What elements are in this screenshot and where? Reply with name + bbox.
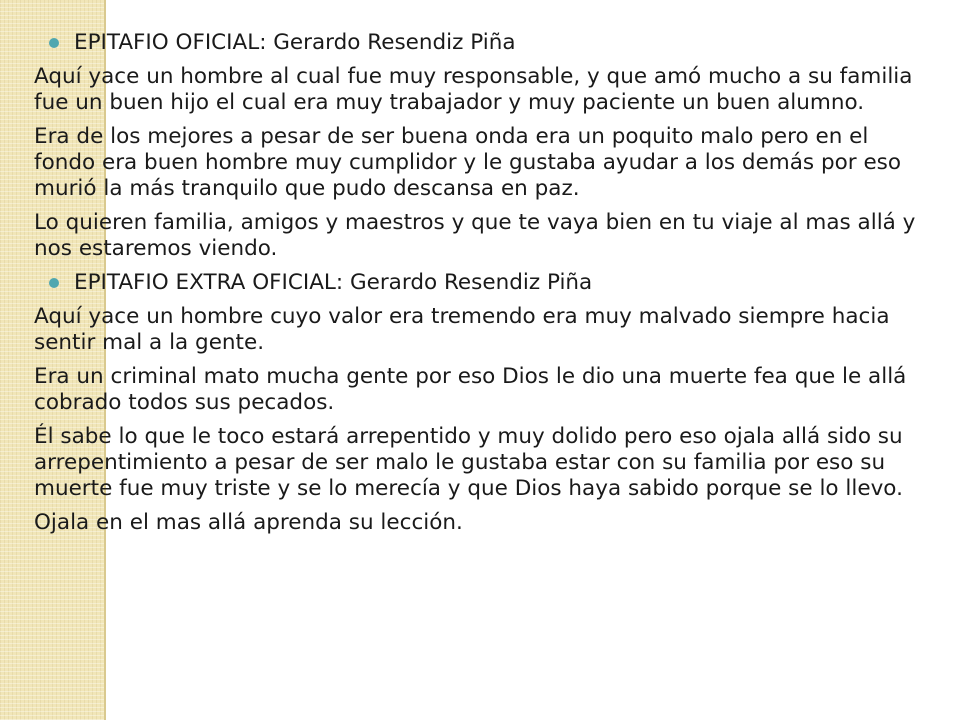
section-two-paragraph-3: Él sabe lo que le toco estará arrepentido y muy dolido pero eso ojala allá sido su arrepentimiento a pesar de ser malo le gustaba estar con su familia por eso su muerte fue muy triste y se lo merecía y que Dios haya sabido porque se lo llevo. bbox=[34, 424, 903, 501]
bullet-dot-icon bbox=[49, 38, 59, 48]
slide-content bbox=[34, 30, 926, 544]
section-two-paragraph-2: Era un criminal mato mucha gente por eso Dios le dio una muerte fea que le allá cobrado todos sus pecados. bbox=[34, 364, 907, 415]
section-two-paragraph-4: Ojala en el mas allá aprenda su lección. bbox=[34, 510, 463, 535]
section-two-paragraph-1: Aquí yace un hombre cuyo valor era tremendo era muy malvado siempre hacia sentir mal a la gente. bbox=[34, 304, 890, 355]
section-two-heading: EPITAFIO EXTRA OFICIAL: Gerardo Resendiz Piña bbox=[74, 270, 593, 295]
section-one-heading: EPITAFIO OFICIAL: Gerardo Resendiz Piña bbox=[74, 30, 516, 55]
bullet-dot-icon bbox=[49, 278, 59, 288]
section-one-heading-row bbox=[34, 30, 926, 56]
section-two-heading-row bbox=[34, 270, 926, 296]
section-one-paragraph-1: Aquí yace un hombre al cual fue muy responsable, y que amó mucho a su familia fue un buen hijo el cual era muy trabajador y muy paciente un buen alumno. bbox=[34, 64, 913, 115]
section-one-paragraph-2: Era de los mejores a pesar de ser buena onda era un poquito malo pero en el fondo era buen hombre muy cumplidor y le gustaba ayudar a los demás por eso murió la más tranquilo que pudo descansa en paz. bbox=[34, 124, 902, 201]
section-one-paragraph-3: Lo quieren familia, amigos y maestros y que te vaya bien en tu viaje al mas allá y nos estaremos viendo. bbox=[34, 210, 916, 261]
